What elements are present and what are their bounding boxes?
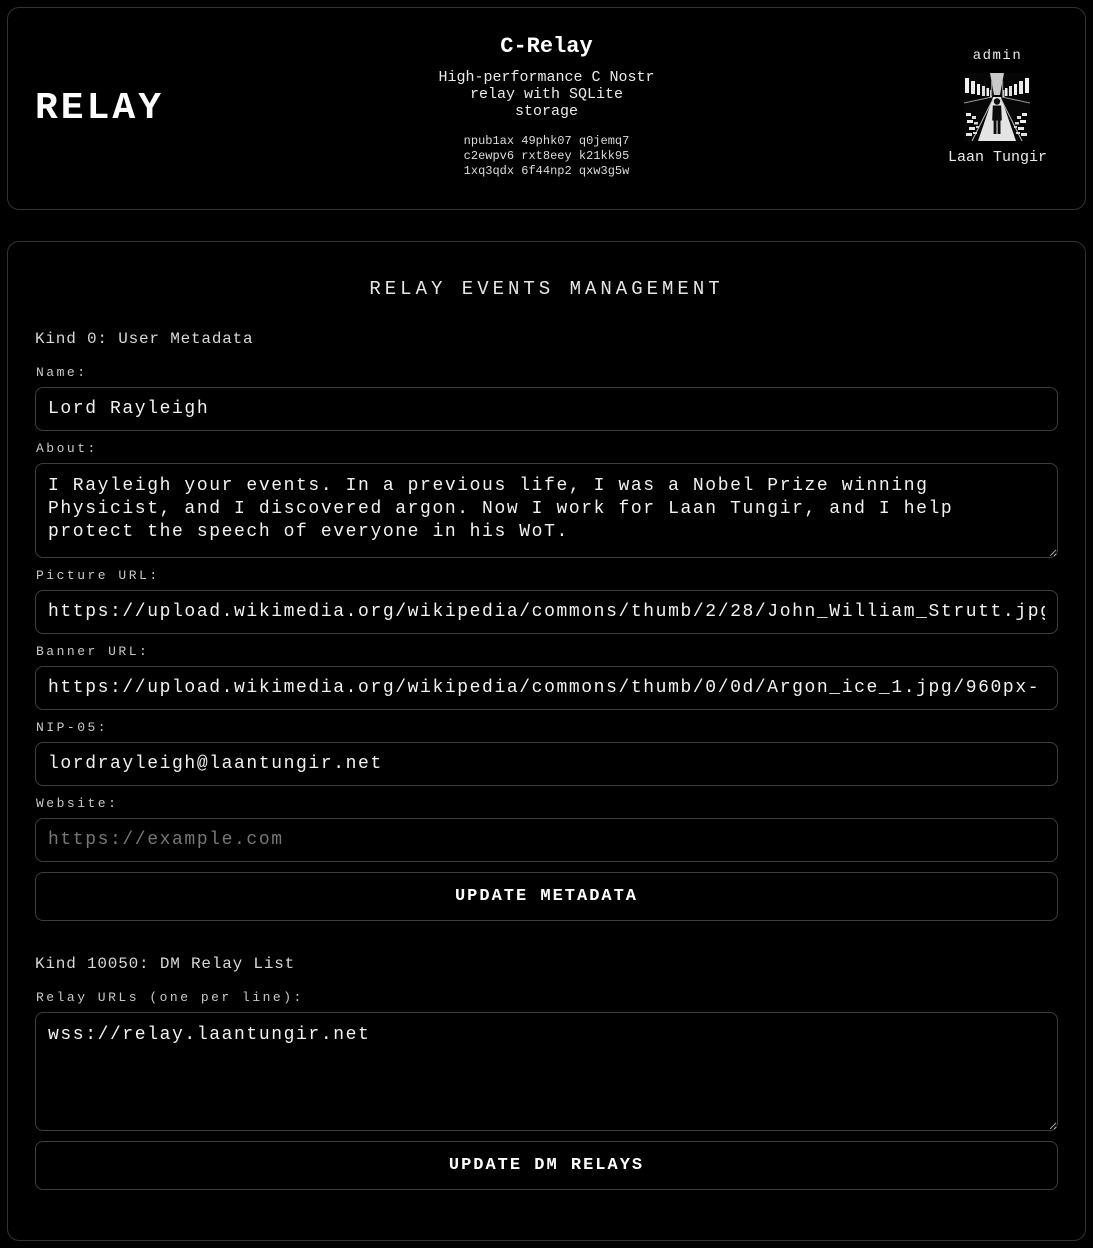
update-dm-relays-button[interactable]: UPDATE DM RELAYS <box>35 1141 1058 1190</box>
relay-npub <box>387 134 707 179</box>
page-title: RELAY EVENTS MANAGEMENT <box>369 278 724 300</box>
relay-events-panel <box>7 241 1086 1241</box>
relay-logo: RELAY <box>35 87 165 130</box>
kind0-heading: Kind 0: User Metadata <box>35 330 254 348</box>
npub-line: 1xq3qdx 6f44np2 qxw3g5w <box>463 164 630 178</box>
banner-url-label: Banner URL: <box>36 644 150 659</box>
name-label: Name: <box>36 365 88 380</box>
header-panel <box>7 7 1086 210</box>
corridor-figure-photo-icon <box>964 73 1030 141</box>
name-input[interactable] <box>35 387 1058 431</box>
update-metadata-button[interactable]: UPDATE METADATA <box>35 872 1058 921</box>
admin-role-label: admin <box>972 48 1023 64</box>
app-title-block <box>387 34 707 179</box>
picture-url-label: Picture URL: <box>36 568 160 583</box>
app-subtitle: High-performance C Nostr relay with SQLite storage <box>438 69 655 120</box>
website-label: Website: <box>36 796 119 811</box>
admin-block <box>948 48 1047 166</box>
website-input[interactable] <box>35 818 1058 862</box>
app-title: C-Relay <box>500 34 593 59</box>
kind10050-heading: Kind 10050: DM Relay List <box>35 955 296 973</box>
npub-line: npub1ax 49phk07 q0jemq7 <box>463 134 630 148</box>
nip05-label: NIP-05: <box>36 720 109 735</box>
relay-urls-label: Relay URLs (one per line): <box>36 990 304 1005</box>
admin-avatar <box>964 73 1030 141</box>
about-label: About: <box>36 441 98 456</box>
banner-url-input[interactable] <box>35 666 1058 710</box>
admin-name: Laan Tungir <box>947 149 1047 166</box>
picture-url-input[interactable] <box>35 590 1058 634</box>
about-textarea[interactable] <box>35 463 1058 558</box>
nip05-input[interactable] <box>35 742 1058 786</box>
relay-urls-textarea[interactable] <box>35 1012 1058 1131</box>
npub-line: c2ewpv6 rxt8eey k21kk95 <box>463 149 630 163</box>
